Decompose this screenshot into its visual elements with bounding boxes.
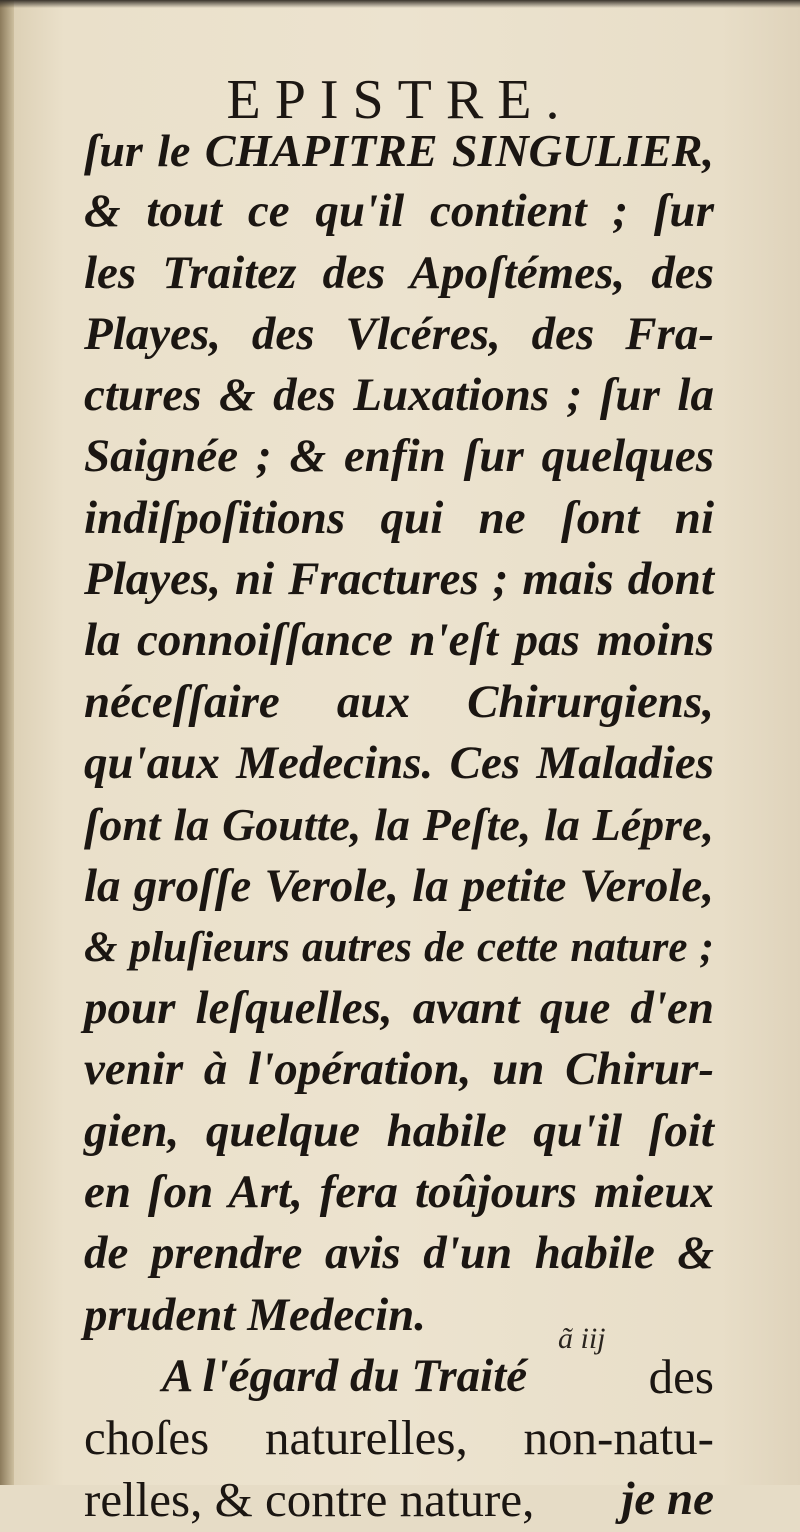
text-line: Saignée ; & enfin ſur quelques bbox=[84, 430, 714, 483]
text-line: & pluſieurs autres de cette nature ; bbox=[84, 923, 714, 971]
roman-run: relles, & contre nature, bbox=[84, 1471, 535, 1527]
running-header: EPISTRE. bbox=[226, 69, 574, 131]
text-line: gien, quelque habile qu'il ſoit bbox=[84, 1104, 714, 1157]
text-line: venir à l'opération, un Chirur- bbox=[84, 1043, 714, 1096]
text-line: Playes, ni Fractures ; mais dont bbox=[84, 553, 714, 606]
italic-run: je ne bbox=[621, 1472, 714, 1525]
body-text bbox=[84, 120, 714, 1530]
page-binding-edge bbox=[0, 0, 14, 1485]
text-line: indiſpoſitions qui ne ſont ni bbox=[84, 491, 714, 544]
text-line: pour leſquelles, avant que d'en bbox=[84, 982, 714, 1035]
page-top-edge bbox=[0, 0, 800, 8]
text-line: ctures & des Luxations ; ſur la bbox=[84, 369, 714, 422]
text-line: de prendre avis d'un habile & bbox=[84, 1227, 714, 1280]
italic-run: A l'égard du Traité bbox=[162, 1349, 528, 1402]
text-line: Playes, des Vlcéres, des Fra- bbox=[84, 307, 714, 360]
text-line: en ſon Art, fera toûjours mieux bbox=[84, 1166, 714, 1219]
paragraph-2-line-1 bbox=[84, 1346, 714, 1407]
paragraph-2-line-2: choſes naturelles, non-natu- bbox=[84, 1410, 714, 1466]
text-line: la connoiſſance n'eſt pas moins bbox=[84, 614, 714, 667]
text-line: néceſſaire aux Chirurgiens, bbox=[84, 675, 714, 728]
roman-run: des bbox=[648, 1348, 714, 1404]
text-line: prudent Medecin. bbox=[84, 1288, 427, 1341]
signature-mark: ã iij bbox=[558, 1322, 606, 1355]
text-line: & tout ce qu'il contient ; ſur bbox=[84, 185, 714, 238]
text-line: les Traitez des Apoſtémes, des bbox=[84, 246, 714, 299]
text-line: ſur le CHAPITRE SINGULIER, bbox=[84, 125, 714, 176]
text-line: qu'aux Medecins. Ces Maladies bbox=[84, 736, 714, 789]
paragraph-2-line-3 bbox=[84, 1469, 714, 1530]
text-line: ſont la Goutte, la Peſte, la Lépre, bbox=[84, 799, 714, 851]
text-line: la groſſe Verole, la petite Verole, bbox=[84, 859, 714, 912]
